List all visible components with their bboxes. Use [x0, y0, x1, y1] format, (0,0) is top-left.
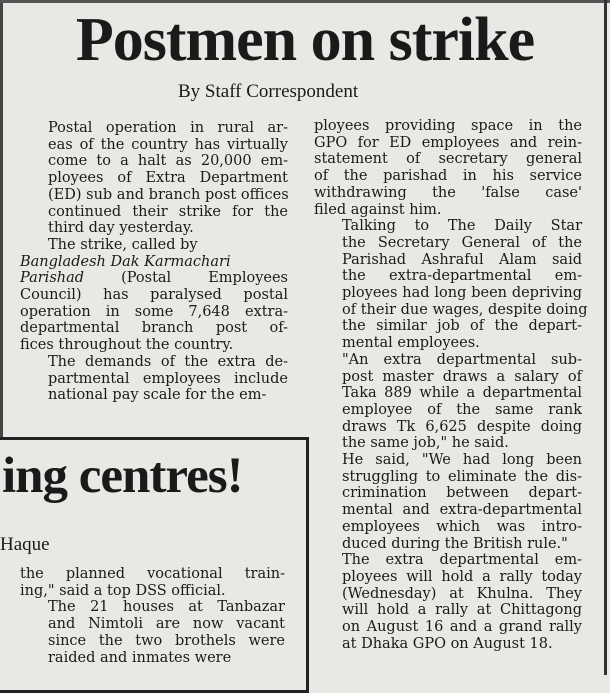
- adjacent-article-headline: ing centres!: [2, 448, 243, 504]
- text-line: national pay scale for the em-: [48, 387, 267, 404]
- text-line: on August 16 and a grand rally: [342, 619, 582, 636]
- text-line: the same job," he said.: [342, 435, 509, 452]
- text-line: of the parishad in his service: [314, 168, 582, 185]
- text-line: ployees will hold a rally today: [342, 568, 582, 585]
- text-line: The strike, called by: [48, 236, 198, 253]
- text-line: the Secretary General of the: [342, 234, 582, 251]
- paragraph: [20, 354, 288, 404]
- page-right-border: [604, 0, 607, 675]
- paragraph: [20, 599, 285, 666]
- paragraph: [20, 254, 288, 271]
- text-line: The 21 houses at Tanbazar: [48, 599, 285, 616]
- text-line: Talking to The Daily Star: [342, 218, 582, 235]
- paragraph: [20, 270, 288, 354]
- text-line: fices throughout the country.: [20, 337, 234, 354]
- text-line: employees which was intro-: [342, 518, 582, 535]
- text-line: ployees providing space in the: [314, 118, 582, 134]
- text-line: employee of the same rank: [342, 401, 582, 418]
- text-line: "An extra departmental sub-: [342, 351, 582, 368]
- text-line: of their due wages, despite doing: [342, 301, 588, 318]
- text-line: Postal operation in rural ar-: [48, 120, 288, 136]
- article-byline: By Staff Correspondent: [178, 81, 359, 102]
- paragraph: [314, 218, 588, 352]
- text-line: ployees had long been depriving: [342, 285, 582, 302]
- text-line: Parishad Ashraful Alam said: [342, 251, 582, 268]
- text-line: mental employees.: [342, 335, 480, 352]
- text-line: will hold a rally at Chittagong: [342, 602, 582, 619]
- text-line: eas of the country has virtually: [48, 136, 288, 153]
- text-line: GPO for ED employees and rein-: [314, 134, 582, 151]
- text-line: The extra departmental em-: [342, 552, 582, 569]
- text-line: raided and inmates were: [48, 649, 232, 666]
- text-line: operation in some 7,648 extra-: [20, 303, 288, 320]
- page-top-border: [0, 0, 610, 3]
- text-line: duced during the British rule.": [342, 535, 568, 552]
- text-line: Parishad (Postal Employees: [20, 270, 288, 287]
- paragraph: [314, 352, 582, 452]
- text-line: He said, "We had long been: [342, 452, 582, 469]
- text-line: struggling to eliminate the dis-: [342, 468, 582, 485]
- paragraph: [314, 552, 582, 652]
- paragraph: [20, 237, 288, 254]
- text-line: statement of secretary general: [314, 151, 582, 168]
- adjacent-article-column: [20, 566, 285, 666]
- text-line: the extra-departmental em-: [342, 268, 582, 285]
- text-line: filed against him.: [314, 201, 442, 218]
- text-line: continued their strike for the: [48, 203, 288, 220]
- paragraph: [314, 452, 582, 552]
- text-line: ing," said a top DSS official.: [20, 582, 226, 599]
- text-line: post master draws a salary of: [342, 368, 582, 385]
- text-line: departmental branch post of-: [20, 320, 288, 337]
- paragraph: [20, 120, 288, 237]
- text-line: come to a halt as 20,000 em-: [48, 153, 288, 170]
- text-line: (Wednesday) at Khulna. They: [342, 585, 582, 602]
- article-headline: Postmen on strike: [75, 6, 535, 74]
- text-line: and Nimtoli are now vacant: [48, 616, 285, 633]
- article-right-column: [314, 118, 588, 653]
- article-left-column: [20, 120, 288, 404]
- text-line: Taka 889 while a departmental: [342, 385, 582, 402]
- text-line: since the two brothels were: [48, 632, 285, 649]
- text-line: the planned vocational train-: [20, 566, 285, 582]
- text-line: the similar job of the depart-: [342, 318, 582, 335]
- text-line: third day yesterday.: [48, 220, 194, 237]
- paragraph: [20, 566, 285, 599]
- text-line: draws Tk 6,625 despite doing: [342, 418, 582, 435]
- adjacent-article-byline: Haque: [0, 534, 50, 555]
- text-line: mental and extra-departmental: [342, 502, 582, 519]
- text-line: partmental employees include: [48, 370, 288, 387]
- text-line: ployees of Extra Department: [48, 170, 288, 187]
- paragraph: [314, 118, 582, 218]
- text-line: The demands of the extra de-: [48, 353, 288, 370]
- text-line: withdrawing the 'false case': [314, 184, 582, 201]
- text-line: crimination between depart-: [342, 485, 582, 502]
- text-line: at Dhaka GPO on August 18.: [342, 635, 553, 652]
- text-line: Bangladesh Dak Karmachari: [20, 253, 231, 270]
- text-line: Council) has paralysed postal: [20, 287, 288, 304]
- text-line: (ED) sub and branch post offices: [48, 186, 289, 203]
